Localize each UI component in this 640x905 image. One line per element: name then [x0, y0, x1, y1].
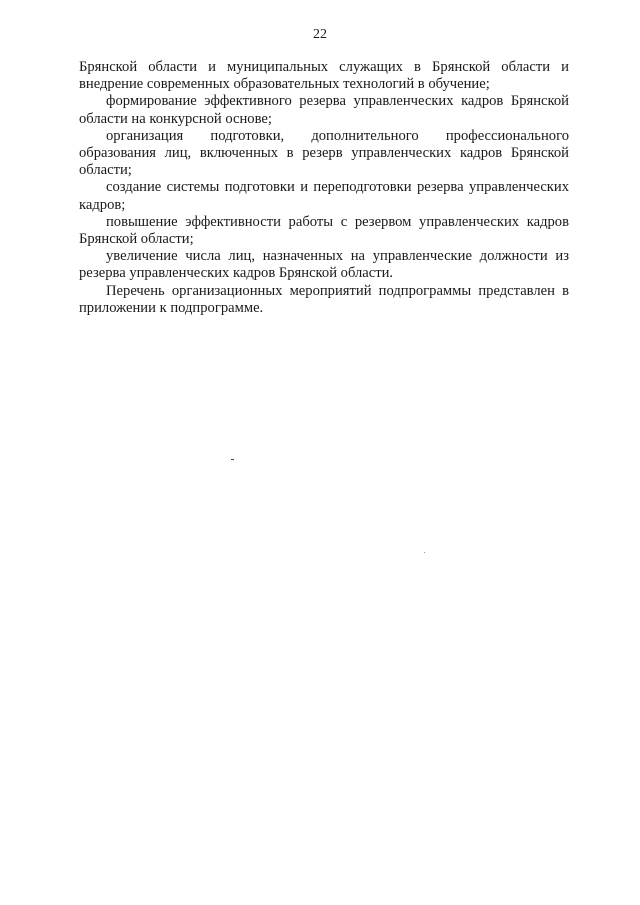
- scan-speck: [231, 459, 234, 460]
- paragraph-reserve-formation: формирование эффективного резерва управленческих кадров Брянской области на конкурсной основе;: [79, 93, 569, 127]
- scan-speck: [424, 552, 425, 553]
- paragraph-appointments: увеличение числа лиц, назначенных на управленческие должности из резерва управленческих кадров Брянской области.: [79, 248, 569, 282]
- paragraph-training-system: создание системы подготовки и переподготовки резерва управленческих кадров;: [79, 179, 569, 213]
- paragraph-measures-list: Перечень организационных мероприятий подпрограммы представлен в приложении к подпрограмме.: [79, 282, 569, 316]
- paragraph-training-organization: организация подготовки, дополнительного профессионального образования лиц, включенных в резерв управленческих кадров Брянской области;: [79, 127, 569, 179]
- paragraph-continuation: Брянской области и муниципальных служащих в Брянской области и внедрение современных образовательных технологий в обучение;: [79, 59, 569, 93]
- page-number: 22: [313, 27, 327, 42]
- document-body: [79, 59, 569, 317]
- paragraph-efficiency: повышение эффективности работы с резервом управленческих кадров Брянской области;: [79, 213, 569, 248]
